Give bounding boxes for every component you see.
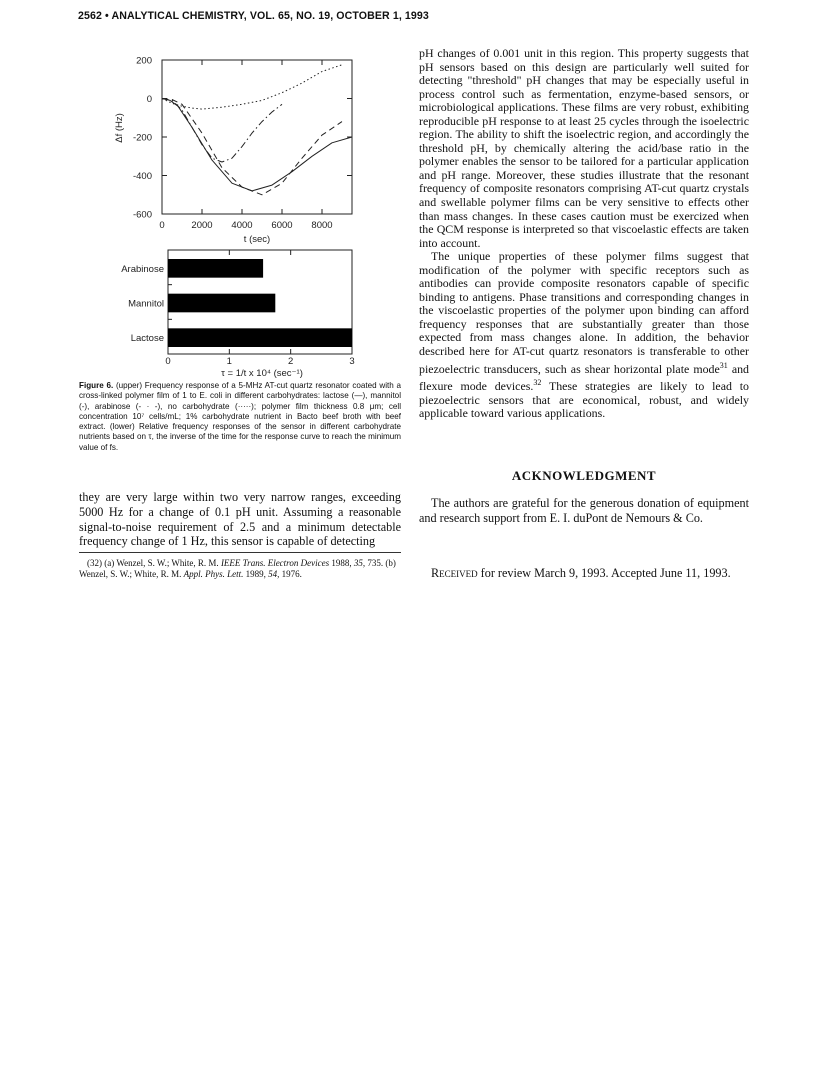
footnote-year-b: 1989, bbox=[245, 568, 266, 579]
reference-31: 31 bbox=[719, 360, 728, 370]
footnote-page-b: 1976. bbox=[281, 568, 302, 579]
right-paragraph-2 bbox=[419, 250, 749, 421]
series-line-mannitol bbox=[162, 99, 342, 195]
upper-x-tick-label: 6000 bbox=[271, 220, 293, 231]
footnote-rule bbox=[79, 552, 401, 553]
upper-x-tick-label: 4000 bbox=[231, 220, 253, 231]
upper-plot-frame bbox=[162, 60, 352, 214]
lower-x-axis-label: τ = 1/t x 10⁴ (sec⁻¹) bbox=[221, 368, 303, 379]
bar-label-lactose: Lactose bbox=[130, 333, 164, 345]
series-line-no-carbohydrate bbox=[162, 65, 342, 109]
upper-y-tick-label: 200 bbox=[136, 55, 152, 67]
bar-label-mannitol: Mannitol bbox=[128, 298, 164, 310]
bar-mannitol bbox=[168, 294, 275, 313]
footnote-32 bbox=[79, 558, 401, 579]
upper-chart bbox=[114, 56, 352, 246]
right-paragraph-1: pH changes of 0.001 unit in this region. This property suggests that pH sensors based on this design are particularly well suited for detecting "threshold" pH changes that may be especially useful in process control such as fermentation, enzyme-based sensors, or microbiological applications. These films are very robust, exhibiting reproducible pH response to at least 25 cycles through the isoelectric region. The ability to shift the isoelectric region, and accordingly the threshold pH, by chemically altering the acid/base ratio in the polymer enables the sensor to be tailored for a particular application and pH range. Moreover, these studies illustrate that the resonant frequency of composite resonators comprising AT-cut quartz crystals and swellable polymer films can be very sensitive to effects other than mass changes. In these cases caution must be exercized when the QCM response is interpreted so that viscoelastic effects are taken into account. bbox=[419, 46, 749, 250]
footnote-page-a: 735. (b) Wenzel, S. W.; White, R. M. bbox=[79, 558, 396, 579]
bar-arabinose bbox=[168, 259, 263, 278]
footnote-year-a: 1988, bbox=[331, 558, 352, 568]
upper-y-tick-label: -200 bbox=[132, 132, 152, 144]
figure-caption-text: (upper) Frequency response of a 5-MHz AT-cut quartz resonator coated with a cross-linked polymer film of 1 to E. coli in different carbohydrates: lactose (—), mannitol (-), arabinose (- · -), no carbohydrate (·····); polymer film thickness 0.8 μm; cell concentration 10⁷ cells/mL; 1% carbohydrate nutrient in Bacto beef broth with beef extract. (lower) Relative frequency responses of the sensor in different carbohydrate nutrients based on τ, the inverse of the time for the response curve to reach the minimum value of fs. bbox=[79, 381, 402, 452]
acknowledgment-text: The authors are grateful for the generous donation of equipment and research support from E. I. duPont de Nemours & Co. bbox=[419, 496, 749, 525]
lower-chart bbox=[121, 250, 354, 379]
lower-x-tick-label: 1 bbox=[226, 356, 232, 367]
upper-y-tick-label: 0 bbox=[146, 94, 152, 105]
series-line-lactose bbox=[162, 99, 352, 191]
reference-32: 32 bbox=[533, 378, 542, 388]
footnote-vol-b: 54, bbox=[268, 568, 280, 579]
bar-lactose bbox=[168, 328, 352, 347]
upper-y-tick-label: -600 bbox=[132, 209, 152, 221]
received-text: for review March 9, 1993. Accepted June 11, 1993. bbox=[477, 566, 731, 580]
lower-bars-group bbox=[121, 259, 352, 347]
right-column-body bbox=[419, 47, 749, 421]
upper-x-tick-label: 8000 bbox=[311, 220, 333, 231]
series-line-arabinose bbox=[162, 99, 282, 163]
upper-x-tick-label: 2000 bbox=[191, 220, 213, 231]
received-note bbox=[419, 566, 749, 581]
figure-caption bbox=[79, 381, 401, 453]
right-paragraph-2-c: These strategies are likely to lead to piezoelectric sensors that are economical, robust, and widely applicable toward various applications. bbox=[419, 379, 749, 421]
lower-x-tick-label: 2 bbox=[288, 356, 294, 367]
figure-caption-label: Figure 6. bbox=[79, 381, 114, 390]
footnote-label: (32) (a) Wenzel, S. W.; White, R. M. bbox=[87, 558, 219, 568]
upper-y-axis-label: Δf (Hz) bbox=[114, 113, 125, 143]
left-column-body: they are very large within two very narrow ranges, exceeding 5000 Hz for a change of 0.1 pH unit. Assuming a reasonable signal-to-noise requirement of 2.5 and a minimum detectable frequency change of 1 Hz, this sensor is capable of detecting bbox=[79, 490, 401, 549]
upper-y-tick-label: -400 bbox=[132, 171, 152, 182]
lower-x-tick-label: 0 bbox=[165, 356, 171, 367]
right-paragraph-2-a: The unique properties of these polymer films suggest that modification of the polymer with specific receptors such as antibodies can provide composite resonators capable of specific binding to antigens. Phase transitions and corresponding changes in the viscoelastic properties of the polymer upon binding can afford frequency responses that are substantially greater than those expected from mass changes alone. In addition, the behavior described here for AT-cut quartz resonators is transferable to other piezoelectric transducers, such as shear horizontal plate mode bbox=[419, 249, 749, 376]
footnote-journal-b: Appl. Phys. Lett. bbox=[183, 568, 244, 579]
acknowledgment-heading: ACKNOWLEDGMENT bbox=[511, 468, 657, 483]
upper-x-axis-label: t (sec) bbox=[243, 234, 271, 245]
footnote-journal-a: IEEE Trans. Electron Devices bbox=[220, 558, 330, 568]
footnote-vol-a: 35, bbox=[353, 558, 366, 568]
bar-label-arabinose: Arabinose bbox=[121, 263, 164, 275]
received-label: Received bbox=[431, 566, 478, 580]
upper-series-group bbox=[162, 65, 352, 195]
upper-x-tick-label: 0 bbox=[159, 220, 165, 231]
running-head: 2562 • ANALYTICAL CHEMISTRY, VOL. 65, NO. 19, OCTOBER 1, 1993 bbox=[78, 10, 429, 22]
right-paragraph-2-b: and flexure mode devices. bbox=[419, 361, 749, 394]
upper-axis-ticks bbox=[133, 56, 352, 232]
lower-x-tick-label: 3 bbox=[349, 356, 355, 367]
